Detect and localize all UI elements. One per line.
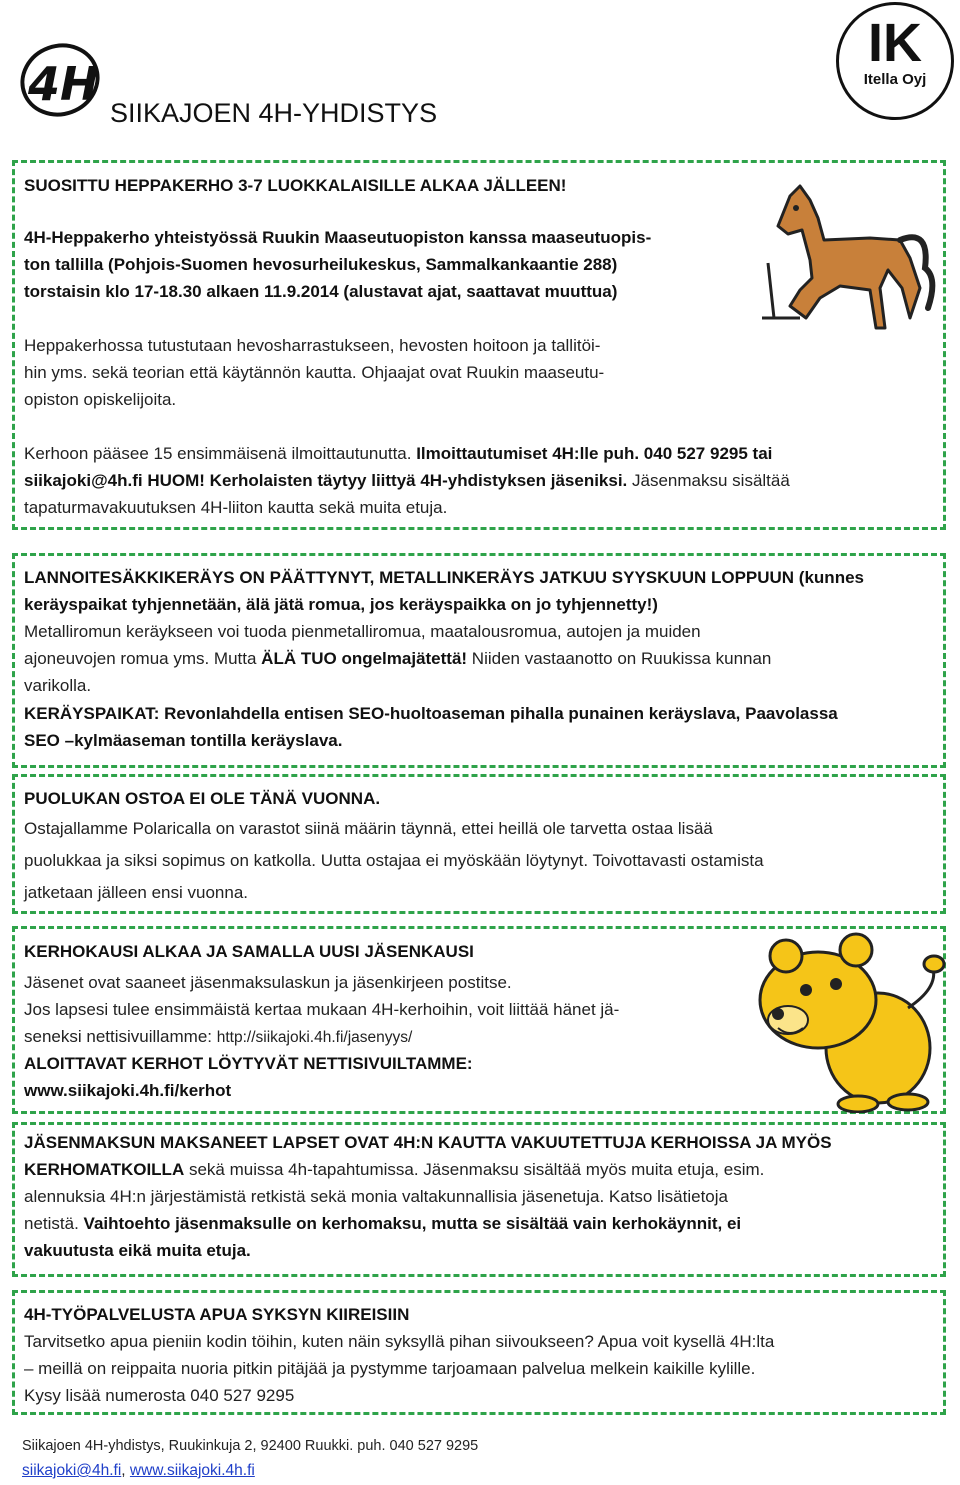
4h-logo xyxy=(18,38,108,118)
s1-para: hin yms. sekä teorian että käytännön kautta. Ohjaajat ovat Ruukin maaseutu- xyxy=(24,363,605,382)
footer-links xyxy=(22,1462,255,1480)
s2-locations: SEO –kylmäaseman tontilla keräyslava. xyxy=(24,731,343,750)
s5-heading-cont: KERHOMATKOILLA xyxy=(24,1160,185,1179)
s2-line: varikolla. xyxy=(24,676,92,695)
s1-heading: SUOSITTU HEPPAKERHO 3-7 LUOKKALAISILLE ALKAA JÄLLEEN! xyxy=(24,176,567,195)
footer-address: Siikajoen 4H-yhdistys, Ruukinkuja 2, 92400 Ruukki. puh. 040 527 9295 xyxy=(22,1438,479,1454)
s4-line: Jäsenet ovat saaneet jäsenmaksulaskun ja jäsenkirjeen postitse. xyxy=(24,973,512,992)
sponsor-name: Itella Oyj xyxy=(863,71,927,88)
footer-web-link[interactable]: www.siikajoki.4h.fi xyxy=(129,1462,255,1479)
membership-url[interactable]: http://siikajoki.4h.fi/jasenyys/ xyxy=(216,1029,413,1046)
s1-para: opiston opiskelijoita. xyxy=(24,390,177,409)
s6-line: Tarvitsetko apua pieniin kodin töihin, kuten näin syksyllä pihan siivoukseen? Apua voit kysellä 4H:lta xyxy=(24,1332,775,1351)
sponsor-initials: IK xyxy=(868,13,922,73)
horse-illustration xyxy=(760,178,940,343)
s6-line: Kysy lisää numerosta 040 527 9295 xyxy=(24,1386,295,1405)
s5-alt: Vaihtoehto jäsenmaksulle on kerhomaksu, mutta se sisältää vain kerhokäynnit, ei xyxy=(83,1214,742,1233)
svg-text:4H: 4H xyxy=(28,57,99,111)
s4-line: Jos lapsesi tulee ensimmäistä kertaa mukaan 4H-kerhoihin, voit liittää hänet jä- xyxy=(24,1000,620,1019)
s5-line xyxy=(24,1211,741,1238)
s2-heading: LANNOITESÄKKIKERÄYS ON PÄÄTTYNYT, METALLINKERÄYS JATKUU SYYSKUUN LOPPUUN (kunnes xyxy=(24,568,864,587)
s6-line: – meillä on reippaita nuoria pitkin pitäjää ja pystymme tarjoamaan palvelua melkein kaikille kylille. xyxy=(24,1359,756,1378)
s1-line: ton tallilla (Pohjois-Suomen hevosurheilukeskus, Sammalkankaantie 288) xyxy=(24,255,618,274)
s2-line xyxy=(24,646,771,673)
s4-line xyxy=(24,1024,412,1052)
s2-text: Niiden vastaanotto on Ruukissa kunnan xyxy=(467,649,772,668)
s5-line: alennuksia 4H:n järjestämistä retkistä sekä monia valtakunnallisia jäsenetuja. Katso lisätietoja xyxy=(24,1187,728,1206)
s1-line: 4H-Heppakerho yhteistyössä Ruukin Maaseutuopiston kanssa maaseutuopis- xyxy=(24,228,652,247)
s2-line: Metalliromun keräykseen voi tuoda pienmetalliromua, maatalousromua, autojen ja muiden xyxy=(24,622,701,641)
s1-signup-text: Kerhoon pääsee 15 ensimmäisenä ilmoittautunutta. xyxy=(24,444,417,463)
s5-line: vakuutusta eikä muita etuja. xyxy=(24,1241,251,1260)
s3-line: Ostajallamme Polaricalla on varastot siinä määrin täynnä, ettei heillä ole tarvetta ostaa lisää xyxy=(24,819,713,838)
s6-heading: 4H-TYÖPALVELUSTA APUA SYKSYN KIIREISIIN xyxy=(24,1305,410,1324)
s5-text: sekä muissa 4h-tapahtumissa. Jäsenmaksu sisältää myös muita etuja, esim. xyxy=(184,1160,765,1179)
s1-line: torstaisin klo 17-18.30 alkaen 11.9.2014 (alustavat ajat, saattavat muuttua) xyxy=(24,282,618,301)
s5-text: netistä. xyxy=(24,1214,84,1233)
s2-text: ajoneuvojen romua yms. Mutta xyxy=(24,649,262,668)
bear-illustration xyxy=(748,928,948,1113)
s3-line: puolukkaa ja siksi sopimus on katkolla. Uutta ostajaa ei myöskään löytynyt. Toivottavasti ostamista xyxy=(24,851,764,870)
footer-email-link[interactable]: siikajoki@4h.fi xyxy=(22,1462,122,1479)
sponsor-logo xyxy=(836,2,954,120)
s1-signup xyxy=(24,441,772,468)
s1-note xyxy=(24,468,790,495)
s3-line: jatketaan jälleen ensi vuonna. xyxy=(24,883,248,902)
s5-line xyxy=(24,1157,764,1184)
footer-separator: , xyxy=(121,1462,130,1479)
s4-heading: KERHOKAUSI ALKAA JA SAMALLA UUSI JÄSENKAUSI xyxy=(24,942,474,961)
s1-para: Heppakerhossa tutustutaan hevosharrastukseen, hevosten hoitoon ja tallitöi- xyxy=(24,336,601,355)
s1-note-text: Jäsenmaksu sisältää xyxy=(627,471,790,490)
s2-warning: ÄLÄ TUO ongelmajätettä! xyxy=(261,649,468,668)
s1-signup-contact: Ilmoittautumiset 4H:lle puh. 040 527 9295 tai xyxy=(416,444,773,463)
page-title: SIIKAJOEN 4H-YHDISTYS xyxy=(110,98,438,128)
s2-locations: KERÄYSPAIKAT: Revonlahdella entisen SEO-huoltoaseman pihalla punainen keräyslava, Paavolassa xyxy=(24,704,838,723)
s3-heading: PUOLUKAN OSTOA EI OLE TÄNÄ VUONNA. xyxy=(24,789,381,808)
s4-text: seneksi nettisivuillamme: xyxy=(24,1027,217,1046)
s5-heading: JÄSENMAKSUN MAKSANEET LAPSET OVAT 4H:N KAUTTA VAKUUTETTUJA KERHOISSA JA MYÖS xyxy=(24,1133,832,1152)
s1-line: tapaturmavakuutuksen 4H-liiton kautta sekä muita etuja. xyxy=(24,498,448,517)
clubs-url[interactable]: www.siikajoki.4h.fi/kerhot xyxy=(24,1081,232,1100)
s4-clubs-heading: ALOITTAVAT KERHOT LÖYTYVÄT NETTISIVUILTAMME: xyxy=(24,1054,473,1073)
s1-note-bold: siikajoki@4h.fi HUOM! Kerholaisten täytyy liittyä 4H-yhdistyksen jäseniksi. xyxy=(24,471,628,490)
s2-heading: keräyspaikat tyhjennetään, älä jätä romua, jos keräyspaikka on jo tyhjennetty!) xyxy=(24,595,658,614)
